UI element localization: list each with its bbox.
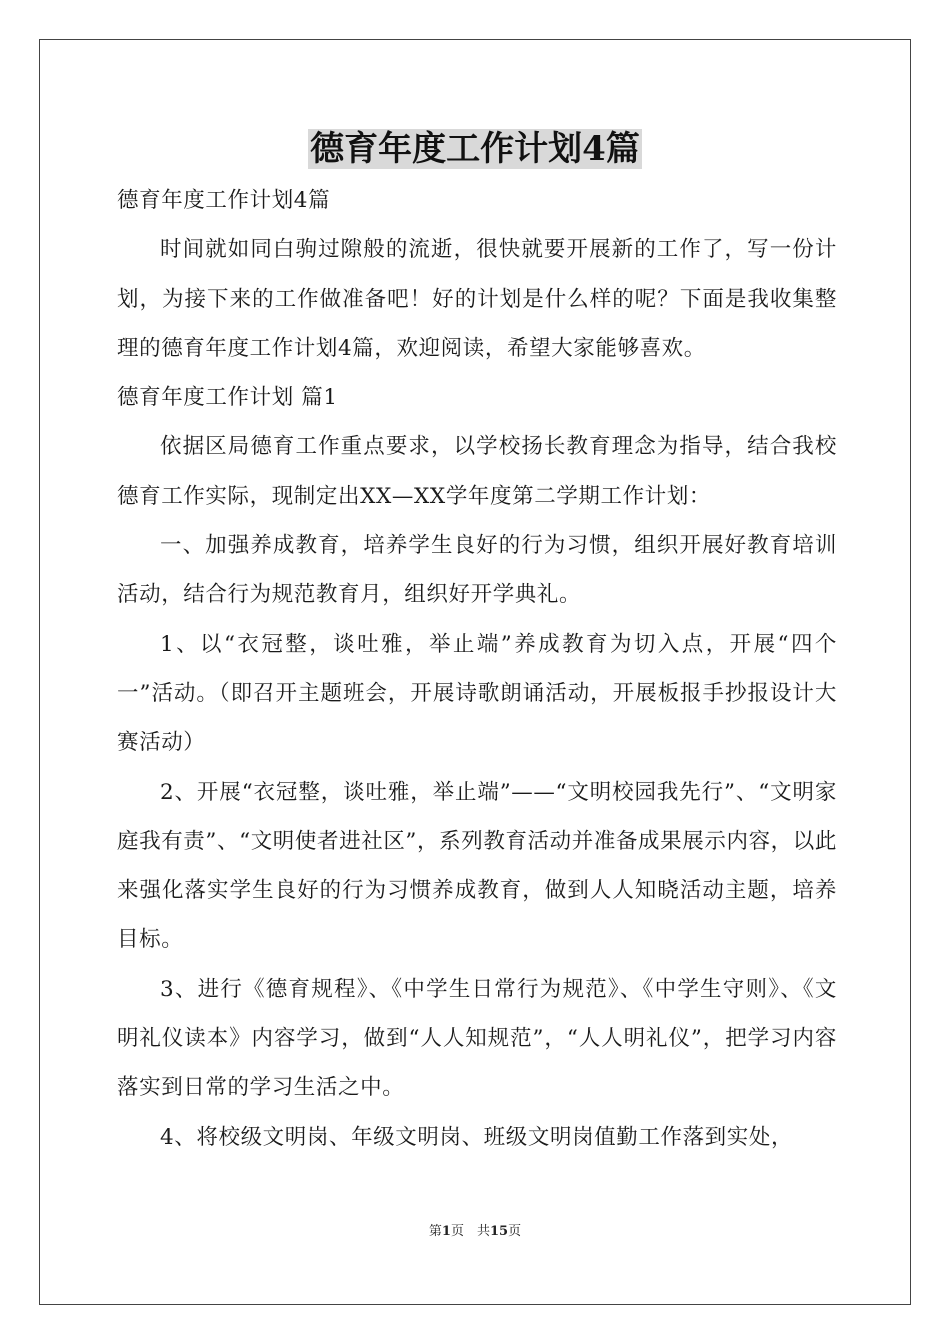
footer-prefix: 第	[428, 1224, 442, 1239]
document-body	[117, 176, 837, 1162]
paragraph: 时间就如同白驹过隙般的流逝，很快就要开展新的工作了，写一份计划，为接下来的工作做准备吧！好的计划是什么样的呢？下面是我收集整理的德育年度工作计划4篇，欢迎阅读，希望大家能够喜欢。	[117, 237, 837, 361]
footer-suffix: 页	[508, 1224, 522, 1239]
document-title-text: 德育年度工作计划4篇	[310, 129, 640, 169]
paragraph: 2、开展“衣冠整，谈吐雅，举止端”——“文明校园我先行”、“文明家庭我有责”、“文明使者进社区”，系列教育活动并准备成果展示内容，以此来强化落实学生良好的行为习惯养成教育，做到人人知晓活动主题，培养目标。	[117, 779, 837, 953]
paragraph: 4、将校级文明岗、年级文明岗、班级文明岗值勤工作落到实处，	[160, 1124, 794, 1150]
paragraph: 3、进行《德育规程》、《中学生日常行为规范》、《中学生守则》、《文明礼仪读本》内容学习，做到“人人知规范”，“人人明礼仪”，把学习内容落实到日常的学习生活之中。	[117, 976, 837, 1101]
footer-mid: 页 共	[450, 1224, 490, 1239]
paragraph: 1、以“衣冠整，谈吐雅，举止端”养成教育为切入点，开展“四个一”活动。（即召开主题班会，开展诗歌朗诵活动，开展板报手抄报设计大赛活动）	[117, 631, 837, 756]
page-footer	[0, 1220, 950, 1239]
footer-total-pages: 15	[489, 1224, 509, 1239]
footer-page-number: 1	[441, 1224, 451, 1239]
paragraph: 德育年度工作计划 篇1	[117, 385, 338, 411]
paragraph: 一、加强养成教育，培养学生良好的行为习惯，组织开展好教育培训活动，结合行为规范教育月，组织好开学典礼。	[117, 533, 837, 608]
paragraph: 德育年度工作计划4篇	[117, 188, 331, 213]
document-title	[0, 124, 950, 174]
paragraph: 依据区局德育工作重点要求，以学校扬长教育理念为指导，结合我校德育工作实际，现制定出XX—XX学年度第二学期工作计划：	[117, 434, 837, 509]
